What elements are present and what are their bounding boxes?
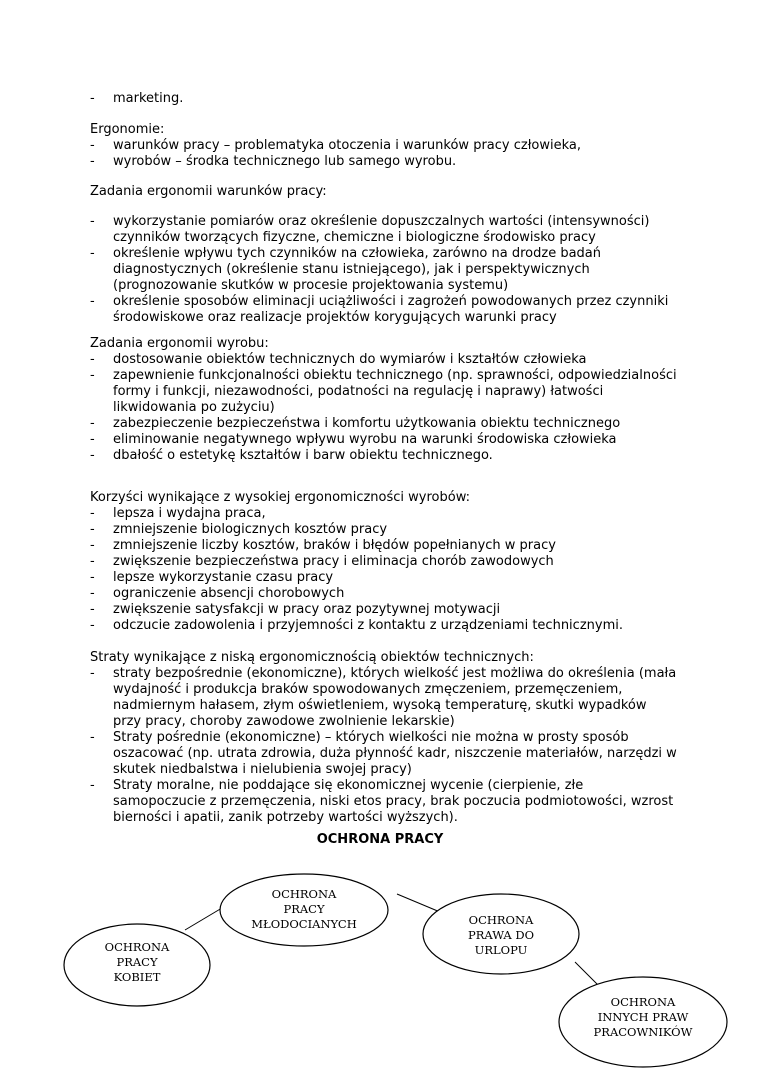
list-item: - wyrobów – środka technicznego lub samego wyrobu. (90, 154, 457, 169)
list-item: - eliminowanie negatywnego wpływu wyrobu na warunki środowiska człowieka (90, 432, 617, 447)
node-leave-label: OCHRONA PRAWA DO URLOPU (467, 913, 535, 957)
list-item: - warunków pracy – problematyka otoczenia i warunków pracy człowieka, (90, 138, 581, 153)
section-title: Zadania ergonomii wyrobu: (90, 336, 269, 351)
list-item: - straty bezpośrednie (ekonomiczne), których wielkość jest możliwa do określenia (mała wydajność i produkcja braków spowodowanych zmęczeniem, przemęczeniem, nadmiernym hałasem, złym oświetleniem, wysoką temperaturę, skutki wypadków przy pracy, choroby zawodowe zwolnienie lekarskie) (90, 666, 677, 729)
list-item: - określenie sposobów eliminacji uciążliwości i zagrożeń powodowanych przez czynniki środowiskowe oraz realizacje projektów korygujących warunki pracy (90, 294, 669, 325)
connector-youth-leave (397, 894, 440, 912)
list-item: - dostosowanie obiektów technicznych do wymiarów i kształtów człowieka (90, 352, 587, 367)
list-item: - określenie wpływu tych czynników na człowieka, zarówno na drodze badań diagnostycznych (określenie stanu istniejącego), jak i perspektywicznych (prognozowanie skutków w procesie projektowania systemu) (90, 246, 602, 293)
list-item: - zabezpieczenie bezpieczeństwa i komfortu użytkowania obiektu technicznego (90, 416, 621, 431)
section-title: Ergonomie: (90, 122, 165, 137)
node-women-label: OCHRONA PRACY KOBIET (104, 940, 170, 984)
list-item: - zmniejszenie biologicznych kosztów pracy (90, 522, 388, 537)
list-item: - zwiększenie satysfakcji w pracy oraz pozytywnej motywacji (90, 602, 501, 617)
list-item: - odczucie zadowolenia i przyjemności z kontaktu z urządzeniami technicznymi. (90, 618, 623, 633)
list-item: - Straty pośrednie (ekonomiczne) – których wielkości nie można w prosty sposób oszacować (np. utrata zdrowia, duża płynność kadr, niszczenie materiałów, narzędzi w skutek niedbalstwa i nielubienia swojej pracy) (90, 730, 677, 777)
list-item: - zmniejszenie liczby kosztów, braków i błędów popełnianych w pracy (90, 538, 556, 553)
diagram-heading: OCHRONA PRACY (316, 832, 444, 847)
node-other-label: OCHRONA INNYCH PRAW PRACOWNIKÓW (593, 995, 693, 1039)
list-item: - dbałość o estetykę kształtów i barw obiektu technicznego. (90, 448, 493, 463)
list-item: - wykorzystanie pomiarów oraz określenie dopuszczalnych wartości (intensywności) czynników tworzących fizyczne, chemiczne i biologiczne środowisko pracy (90, 214, 650, 245)
section-title: Straty wynikające z niską ergonomicznością obiektów technicznych: (90, 650, 534, 665)
list-item: - Straty moralne, nie poddające się ekonomicznej wycenie (cierpienie, złe samopoczucie z przemęczenia, niski etos pracy, brak poczucia podmiotowości, wzrost bierności i apatii, zanik potrzeby wartości wyższych). (90, 778, 674, 825)
node-youth-label: OCHRONA PRACY MŁODOCIANYCH (251, 887, 357, 931)
list-item: - ograniczenie absencji chorobowych (90, 586, 345, 601)
list-item: - zwiększenie bezpieczeństwa pracy i eliminacja chorób zawodowych (90, 554, 554, 569)
list-item: - lepsza i wydajna praca, (90, 506, 266, 521)
list-item: - marketing. (90, 91, 184, 106)
section-title: Korzyści wynikające z wysokiej ergonomiczności wyrobów: (90, 490, 471, 505)
list-item: - zapewnienie funkcjonalności obiektu technicznego (np. sprawności, odpowiedzialności formy i funkcji, niezawodności, podatności na regulację i naprawy) łatwości likwidowania po zużyciu) (90, 368, 677, 415)
list-item: - lepsze wykorzystanie czasu pracy (90, 570, 334, 585)
section-title: Zadania ergonomii warunków pracy: (90, 184, 327, 199)
